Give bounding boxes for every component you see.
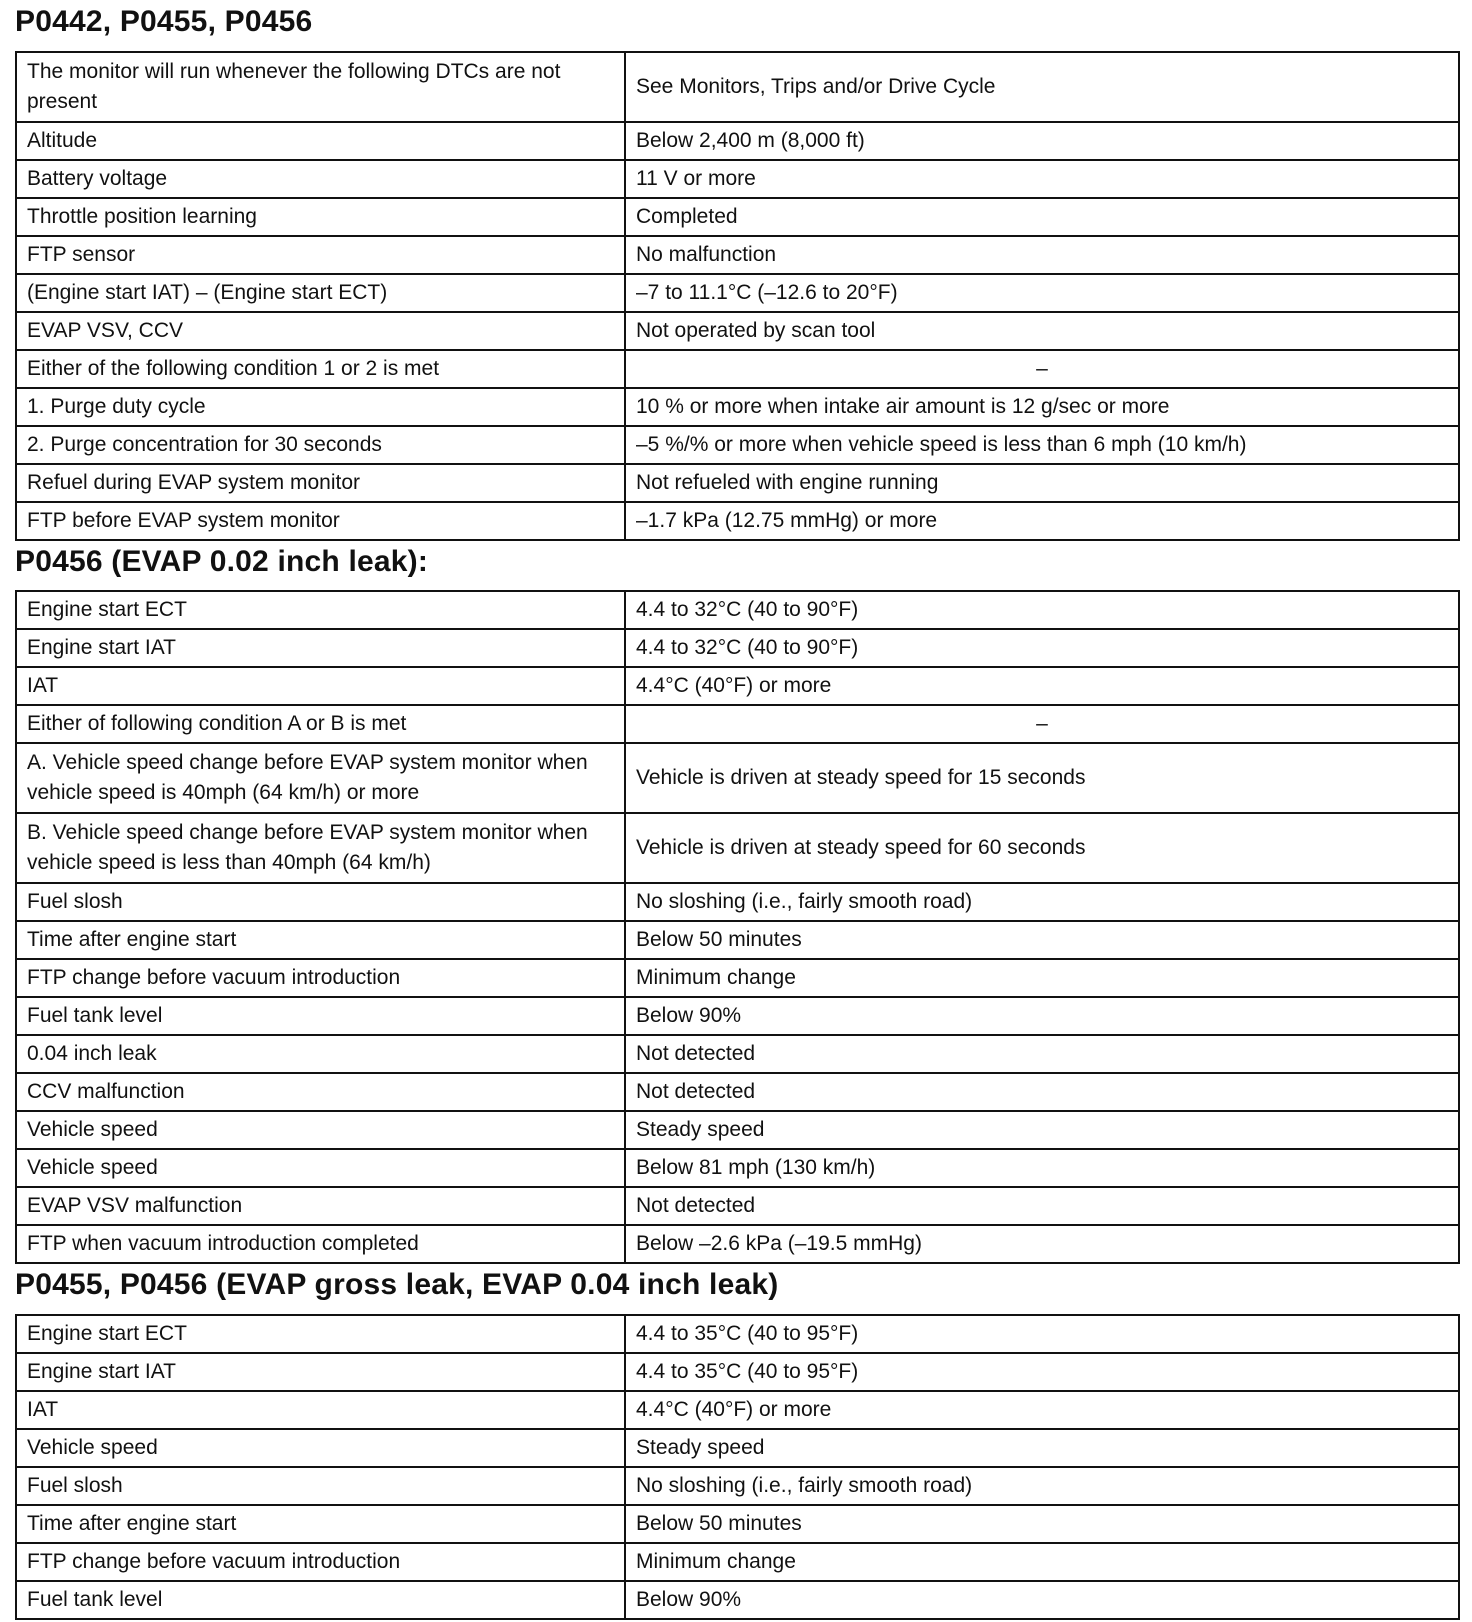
value-cell: Minimum change [625,1543,1459,1581]
table-row [16,1505,1459,1543]
condition-cell: FTP sensor [16,236,625,274]
condition-cell: Fuel tank level [16,997,625,1035]
table-row [16,883,1459,921]
condition-cell: FTP when vacuum introduction completed [16,1225,625,1263]
value-cell: –7 to 11.1°C (–12.6 to 20°F) [625,274,1459,312]
condition-cell: Either of following condition A or B is met [16,705,625,743]
conditions-table-general [15,51,1460,541]
value-cell: Below 90% [625,1581,1459,1619]
condition-cell: IAT [16,1391,625,1429]
condition-cell: Vehicle speed [16,1429,625,1467]
condition-cell: A. Vehicle speed change before EVAP system monitor when vehicle speed is 40mph (64 km/h) or more [16,743,625,813]
table-row [16,1149,1459,1187]
condition-cell: Engine start IAT [16,629,625,667]
value-cell: See Monitors, Trips and/or Drive Cycle [625,52,1459,122]
condition-cell: EVAP VSV, CCV [16,312,625,350]
value-cell: Below 50 minutes [625,1505,1459,1543]
value-cell: Not detected [625,1187,1459,1225]
table-row [16,502,1459,540]
value-cell: Not refueled with engine running [625,464,1459,502]
table-row [16,1429,1459,1467]
value-cell: Below 50 minutes [625,921,1459,959]
value-cell: 4.4°C (40°F) or more [625,1391,1459,1429]
condition-cell: Engine start ECT [16,591,625,629]
condition-cell: FTP change before vacuum introduction [16,959,625,997]
value-cell: Below 2,400 m (8,000 ft) [625,122,1459,160]
table-row [16,426,1459,464]
table-row [16,1225,1459,1263]
condition-cell: 2. Purge concentration for 30 seconds [16,426,625,464]
value-cell: Vehicle is driven at steady speed for 15 seconds [625,743,1459,813]
value-cell: Not operated by scan tool [625,312,1459,350]
table-row [16,591,1459,629]
conditions-table-evap-gross-leak [15,1314,1460,1620]
value-cell: No malfunction [625,236,1459,274]
value-cell: 11 V or more [625,160,1459,198]
condition-cell: Altitude [16,122,625,160]
table-row [16,997,1459,1035]
condition-cell: 0.04 inch leak [16,1035,625,1073]
table-row [16,959,1459,997]
value-cell: Vehicle is driven at steady speed for 60 seconds [625,813,1459,883]
condition-cell: Time after engine start [16,1505,625,1543]
condition-cell: Vehicle speed [16,1111,625,1149]
condition-cell: FTP change before vacuum introduction [16,1543,625,1581]
table-row [16,705,1459,743]
value-cell: Minimum change [625,959,1459,997]
section-title-evap-gross-leak: P0455, P0456 (EVAP gross leak, EVAP 0.04 inch leak) [15,1268,779,1301]
table-row [16,743,1459,813]
table-row [16,1353,1459,1391]
section-title-evap-0-02-inch-leak: P0456 (EVAP 0.02 inch leak): [15,545,429,578]
table-row [16,1543,1459,1581]
table-row [16,1111,1459,1149]
table-row [16,236,1459,274]
value-cell: 4.4 to 35°C (40 to 95°F) [625,1353,1459,1391]
table-row [16,312,1459,350]
condition-cell: Refuel during EVAP system monitor [16,464,625,502]
table-row [16,813,1459,883]
table-row [16,1073,1459,1111]
table-row [16,667,1459,705]
value-cell: No sloshing (i.e., fairly smooth road) [625,1467,1459,1505]
value-cell: – [625,705,1459,743]
value-cell: Below 90% [625,997,1459,1035]
value-cell: 10 % or more when intake air amount is 12 g/sec or more [625,388,1459,426]
condition-cell: Time after engine start [16,921,625,959]
table-row [16,1391,1459,1429]
table-row [16,1581,1459,1619]
value-cell: –5 %/% or more when vehicle speed is less than 6 mph (10 km/h) [625,426,1459,464]
condition-cell: Throttle position learning [16,198,625,236]
condition-cell: Engine start IAT [16,1353,625,1391]
value-cell: No sloshing (i.e., fairly smooth road) [625,883,1459,921]
table-row [16,122,1459,160]
condition-cell: Battery voltage [16,160,625,198]
condition-cell: Engine start ECT [16,1315,625,1353]
value-cell: Below 81 mph (130 km/h) [625,1149,1459,1187]
condition-cell: IAT [16,667,625,705]
table-row [16,464,1459,502]
table-row [16,52,1459,122]
table-row [16,1187,1459,1225]
value-cell: Not detected [625,1073,1459,1111]
table-row [16,1035,1459,1073]
table-row [16,388,1459,426]
value-cell: Steady speed [625,1111,1459,1149]
condition-cell: Either of the following condition 1 or 2 is met [16,350,625,388]
value-cell: 4.4 to 32°C (40 to 90°F) [625,591,1459,629]
value-cell: Steady speed [625,1429,1459,1467]
condition-cell: Fuel slosh [16,883,625,921]
condition-cell: The monitor will run whenever the following DTCs are not present [16,52,625,122]
table-row [16,274,1459,312]
condition-cell: B. Vehicle speed change before EVAP system monitor when vehicle speed is less than 40mph (64 km/h) [16,813,625,883]
value-cell: – [625,350,1459,388]
table-row [16,350,1459,388]
condition-cell: (Engine start IAT) – (Engine start ECT) [16,274,625,312]
value-cell: 4.4°C (40°F) or more [625,667,1459,705]
value-cell: 4.4 to 32°C (40 to 90°F) [625,629,1459,667]
table-row [16,198,1459,236]
value-cell: –1.7 kPa (12.75 mmHg) or more [625,502,1459,540]
value-cell: Completed [625,198,1459,236]
condition-cell: Vehicle speed [16,1149,625,1187]
table-row [16,629,1459,667]
value-cell: Not detected [625,1035,1459,1073]
table-row [16,1315,1459,1353]
condition-cell: Fuel slosh [16,1467,625,1505]
table-row [16,1467,1459,1505]
condition-cell: 1. Purge duty cycle [16,388,625,426]
value-cell: Below –2.6 kPa (–19.5 mmHg) [625,1225,1459,1263]
condition-cell: CCV malfunction [16,1073,625,1111]
table-row [16,921,1459,959]
condition-cell: EVAP VSV malfunction [16,1187,625,1225]
section-title-p0442-p0455-p0456: P0442, P0455, P0456 [15,5,313,38]
condition-cell: FTP before EVAP system monitor [16,502,625,540]
condition-cell: Fuel tank level [16,1581,625,1619]
value-cell: 4.4 to 35°C (40 to 95°F) [625,1315,1459,1353]
table-row [16,160,1459,198]
conditions-table-evap-0-02-inch-leak [15,590,1460,1264]
